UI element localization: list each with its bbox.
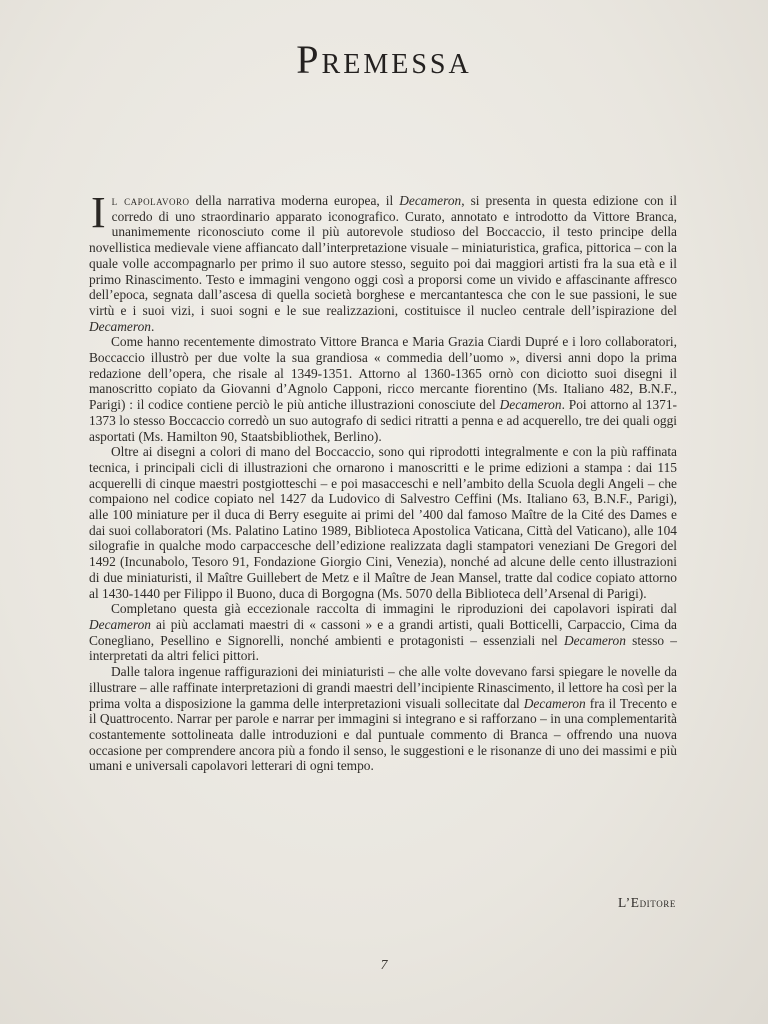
- text-run: .: [150, 318, 155, 334]
- preface-body: [89, 188, 678, 774]
- text-run: stesso – interpretati da altri felici pittori.: [89, 632, 677, 664]
- text-run: della narrativa moderna europea, il: [189, 193, 400, 208]
- book-title-italic: Decameron: [563, 632, 626, 648]
- editor-signature: L’Editore: [618, 895, 676, 910]
- text-run: Oltre ai disegni a colori di mano del Boccaccio, sono qui riprodotti integralmente e con la più raffinata tecnica, i principali cicli di illustrazioni che ornarono i manoscritti e le prime edizioni a stampa : dai 115 acquerelli di cinque maestri postgiotteschi – e poi masacceschi e nell’ambito della Scuola degli Angeli – che compaiono nel codice copiato nel 1427 da Ludovico di Salvestro Ceffini (Ms. Italiano 63, B.N.F., Parigi), alle 100 miniature per il duca di Berry eseguite ai primi del ’400 dal famoso Maître de la Cité des Dames e dai suoi collaboratori (Ms. Palatino Latino 1989, Biblioteca Apostolica Vaticana, Città del Vaticano), alle 104 silografie in qualche modo carpaccesche dell’edizione realizzata dagli stampatori veneziani De Gregori del 1492 (Incunabolo, Tesoro 91, Fondazione Giorgio Cini, Venezia), nonché ad alcune delle cento illustrazioni di due miniaturisti, il Maître Guillebert de Metz e il Maître de Jean Mansel, tratte dal codice copiato attorno al 1430-1440 per Filippo il Buono, duca di Borgogna (Ms. 5070 della Biblioteca dell’Arsenal di Parigi).: [89, 444, 677, 601]
- book-title-italic: Decameron: [89, 616, 151, 632]
- book-title-italic: Decameron: [89, 318, 151, 334]
- book-title-italic: Decameron: [499, 397, 562, 413]
- book-title-italic: Decameron: [523, 695, 586, 711]
- paragraph-2: [89, 334, 677, 444]
- text-run: Come hanno recentemente dimostrato Vittore Branca e Maria Grazia Ciardi Dupré e i loro collaboratori, Boccaccio illustrò per due volte la sua grandiosa « commedia dell’uomo », diversi anni dopo la prima redazione dell’opera, che risale al 1349-1351. Attorno al 1360-1365 ornò con diciotto suoi disegni il manoscritto copiato da Giovanni d’Agnolo Capponi, ricco mercante fiorentino (Ms. Italiano 482, B.N.F., Parigi) : il codice contiene perciò le più antiche illustrazioni conosciute del: [89, 334, 677, 413]
- paragraph-lead: l capolavoro: [111, 193, 190, 208]
- paragraph-3: [89, 444, 677, 601]
- text-run: Dalle talora ingenue raffigurazioni dei miniaturisti – che alle volte dovevano farsi spiegare le novelle da illustrare – alle raffinate interpretazioni di grandi maestri dell’incipiente Rinascimento, il lettore ha così per la prima volta a disposizione la gamma delle interpretazioni visuali sollecitate dal: [89, 664, 677, 711]
- book-title-italic: Decameron: [399, 193, 462, 208]
- text-run: Completano questa già eccezionale raccolta di immagini le riproduzioni dei capolavori ispirati dal: [111, 601, 677, 617]
- page-number: 7: [380, 958, 388, 973]
- text-run: fra il Trecento e il Quattrocento. Narrar per parole e narrar per immagini si integrano e si rafforzano – in una complementarità costantemente sottolineata dalle introduzioni e dal puntuale commento di Branca – offrendo una nuova occasione per comprendere ancora più a fondo il senso, le suggestioni e le risonanze di uno dei massimi e più umani e universali capolavori letterari di ogni tempo.: [89, 695, 677, 774]
- page-title: Premessa: [296, 37, 472, 82]
- paragraph-4: [89, 601, 677, 664]
- text-run: , si presenta in questa edizione con il corredo di uno straordinario apparato iconografico. Curato, annotato e introdotto da Vittore Branca, unanimemente riconosciuto come il più autorevole studioso del Boccaccio, il testo principe della novellistica medievale viene affiancato dall’interpretazione visuale – miniaturistica, grafica, pittorica – con la quale volle accompagnarlo per primo il suo autore stesso, seguito poi dai maggiori artisti fra la sua età e il primo Rinascimento. Testo e immagini vengono oggi così a proporsi come un vivido e affascinante affresco dell’epoca, segnata dall’ascesa di quella società borghese e mercantantesca che con le sue passioni, le sue virtù e i suoi vizi, i suoi sogni e le sue realizzazioni, costituisce il nucleo centrale dell’ispirazione del: [89, 193, 677, 318]
- paragraph-5: [89, 664, 677, 774]
- text-run: ai più acclamati maestri di « cassoni » e a grandi artisti, quali Botticelli, Carpaccio, Cima da Conegliano, Pesellino e Signorelli, nonché ambienti e protagonisti – essenziali nel: [89, 616, 677, 648]
- paragraph-1: [89, 188, 677, 334]
- text-run: . Poi attorno al 1371-1373 lo stesso Boccaccio corredò un suo autografo di sedici ritratti a penna e ad acquerello, tre dei quali oggi asportati (Ms. Hamilton 90, Staatsbibliothek, Berlino).: [89, 397, 678, 444]
- drop-cap: I: [91, 188, 106, 237]
